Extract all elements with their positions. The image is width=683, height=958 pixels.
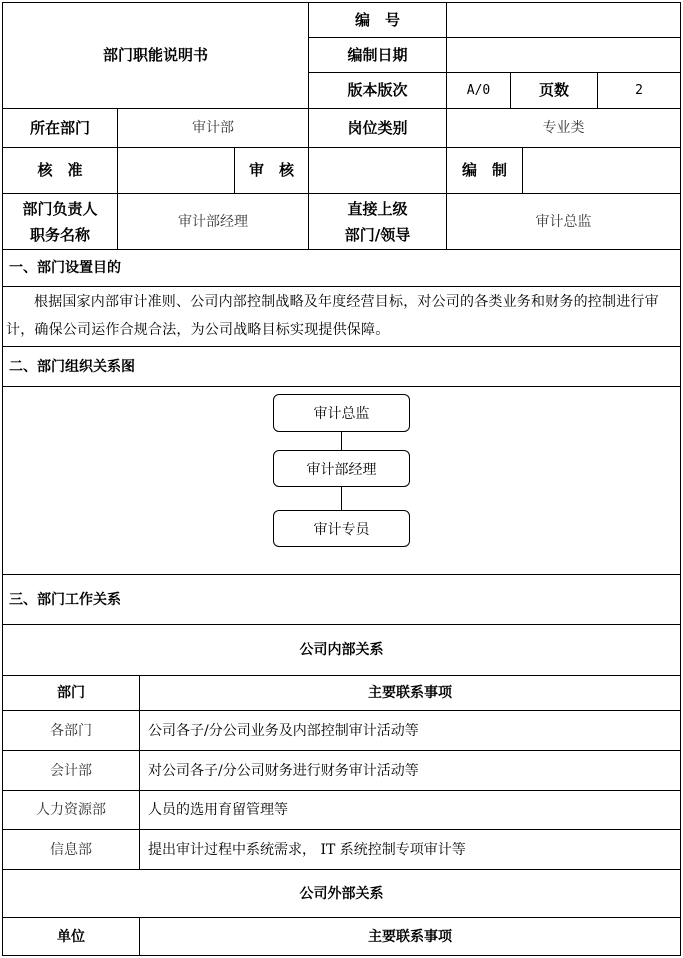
review-label: 审 核: [248, 161, 294, 179]
internal-row-dept: 人力资源部: [36, 802, 106, 818]
org-box-manager: 审计部经理: [273, 450, 410, 487]
internal-row-item: 对公司各子/分公司财务进行财务审计活动等: [148, 762, 419, 779]
pages-label: 页数: [538, 81, 569, 99]
dept-head-value: 审计部经理: [178, 213, 248, 230]
internal-row-dept: 各部门: [50, 722, 92, 739]
superior-label-line2: 部门/领导: [344, 225, 411, 244]
external-col-items: 主要联系事项: [368, 928, 452, 945]
approve-value: [118, 148, 234, 193]
compile-label: 编 制: [461, 161, 507, 179]
date-label: 编制日期: [347, 45, 408, 64]
org-connector-2: [341, 486, 342, 510]
review-value: [309, 148, 446, 193]
date-value: [447, 38, 680, 72]
dept-head-label-line1: 部门负责人: [22, 199, 98, 218]
document-title: 部门职能说明书: [102, 46, 208, 64]
internal-row-item: 公司各子/分公司业务及内部控制审计活动等: [148, 722, 419, 739]
compile-value: [523, 148, 680, 193]
superior-value: 审计总监: [535, 213, 592, 230]
internal-row-dept: 会计部: [50, 762, 92, 779]
superior-label: [309, 194, 446, 249]
internal-row-item: 提出审计过程中系统需求， IT 系统控制专项审计等: [148, 841, 466, 858]
org-box-director: 审计总监: [273, 394, 410, 432]
internal-row-item: 人员的选用育留管理等: [148, 802, 288, 818]
section3-title: 三、部门工作关系: [9, 591, 121, 608]
dept-value: 审计部: [192, 120, 234, 136]
pages-value: 2: [635, 83, 643, 98]
category-value: 专业类: [542, 120, 585, 136]
version-label: 版本版次: [347, 81, 408, 99]
number-value: [447, 3, 680, 37]
version-value: A/0: [466, 83, 491, 98]
org-box-specialist: 审计专员: [273, 510, 410, 547]
superior-label-line1: 直接上级: [347, 199, 408, 218]
section1-text: 根据国家内部审计准则、公司内部控制战略及年度经营目标，对公司的各类业务和财务的控制进行审计，确保公司运作合规合法，为公司战略目标实现提供保障。: [6, 294, 659, 338]
external-col-unit: 单位: [57, 928, 85, 945]
internal-relations-title: 公司内部关系: [299, 642, 384, 658]
approve-label: 核 准: [37, 161, 83, 179]
internal-col-items: 主要联系事项: [368, 685, 452, 701]
number-label: 编 号: [354, 10, 400, 29]
section2-title: 二、部门组织关系图: [9, 358, 135, 375]
external-relations-title: 公司外部关系: [299, 885, 384, 902]
dept-head-label-line2: 职务名称: [29, 225, 90, 244]
dept-head-label: [3, 194, 117, 249]
internal-col-dept: 部门: [57, 685, 85, 701]
dept-label: 所在部门: [29, 118, 90, 137]
org-connector-1: [341, 431, 342, 450]
section1-title: 一、部门设置目的: [9, 260, 121, 276]
category-label: 岗位类别: [347, 118, 408, 137]
internal-row-dept: 信息部: [50, 841, 92, 858]
